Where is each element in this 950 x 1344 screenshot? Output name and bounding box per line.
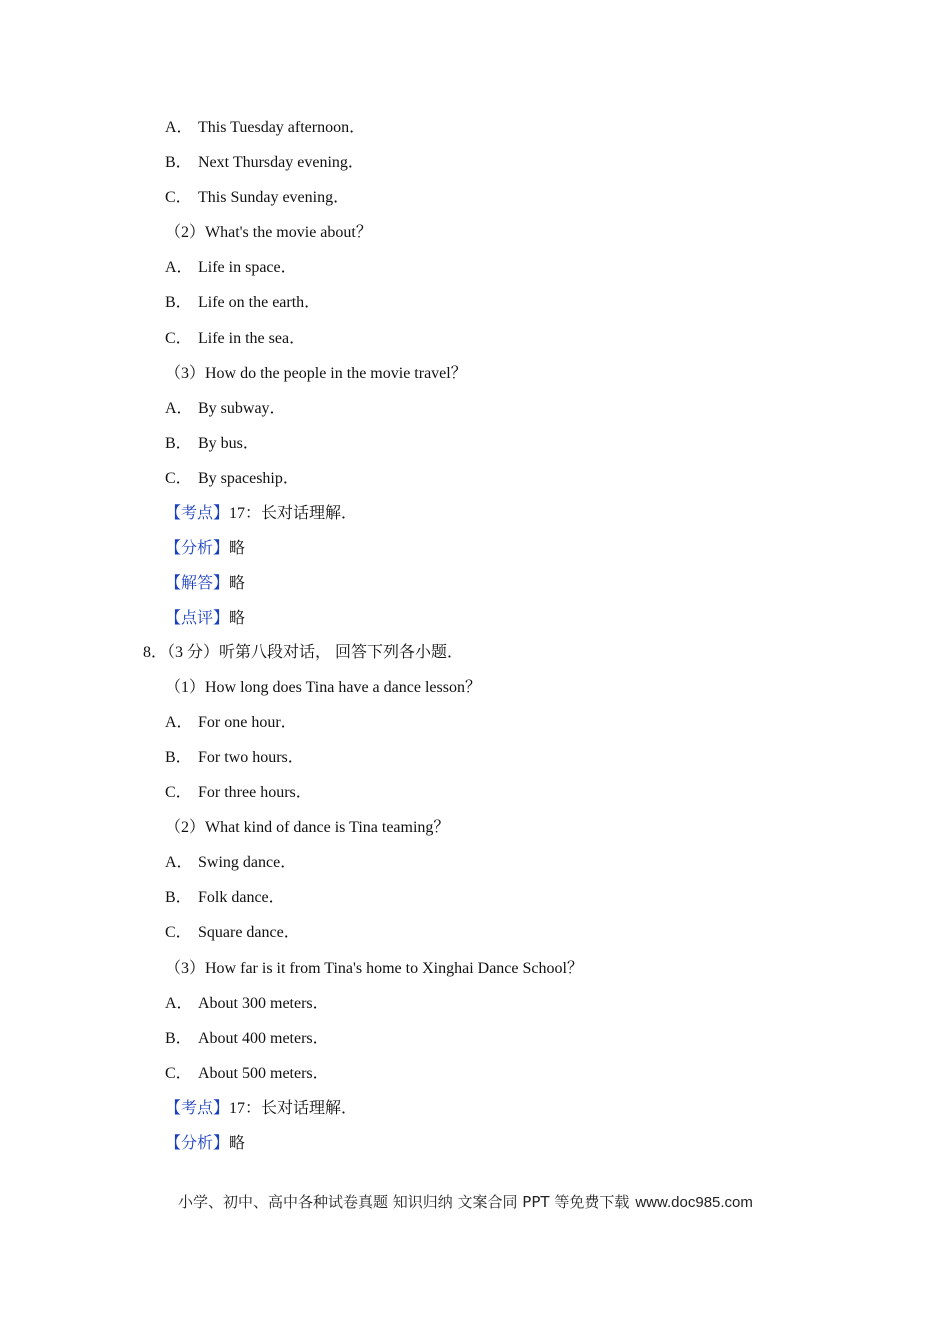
question-text: （3）How do the people in the movie travel？ xyxy=(165,365,467,382)
question-text: （2）What kind of dance is Tina teaming？ xyxy=(165,819,450,836)
analysis-jieda: 【解答】略 xyxy=(165,575,246,592)
option-a: A． Swing dance． xyxy=(165,854,297,871)
option-text: About 300 meters． xyxy=(198,995,329,1012)
option-text: Folk dance． xyxy=(198,889,285,906)
option-text: Life on the earth． xyxy=(198,294,321,311)
section-tag: 【分析】 xyxy=(165,1135,230,1152)
option-text: Life in the sea． xyxy=(198,330,306,347)
option-b: B． Folk dance． xyxy=(165,889,285,906)
analysis-fenxi: 【分析】略 xyxy=(165,540,246,557)
option-text: About 400 meters． xyxy=(198,1030,329,1047)
option-b: B． By bus． xyxy=(165,435,259,452)
option-c: C． This Sunday evening． xyxy=(165,189,350,206)
option-text: By spaceship． xyxy=(198,470,299,487)
footer-url[interactable]: www.doc985.com xyxy=(635,1194,753,1211)
page-footer xyxy=(178,1191,753,1212)
analysis-kaodian: 【考点】17：长对话理解． xyxy=(165,505,358,522)
option-text: For two hours． xyxy=(198,749,304,766)
option-text: Swing dance． xyxy=(198,854,297,871)
option-c: C． Life in the sea． xyxy=(165,330,306,347)
question-header: 8．（3 分）听第八段对话， 回答下列各小题． xyxy=(143,644,464,661)
option-a: A． By subway． xyxy=(165,400,286,417)
option-text: This Tuesday afternoon． xyxy=(198,119,366,136)
option-text: Next Thursday evening． xyxy=(198,154,364,171)
section-tag: 【考点】 xyxy=(165,505,230,522)
section-tag: 【分析】 xyxy=(165,540,230,557)
option-b: B． Next Thursday evening． xyxy=(165,154,364,171)
question-text: （1）How long does Tina have a dance lesson？ xyxy=(165,679,481,696)
option-c: C． By spaceship． xyxy=(165,470,299,487)
option-text: Life in space． xyxy=(198,259,297,276)
option-a: A． About 300 meters． xyxy=(165,995,329,1012)
option-text: For one hour． xyxy=(198,714,297,731)
analysis-dianping: 【点评】略 xyxy=(165,610,246,627)
footer-text: 小学、初中、高中各种试卷真题 知识归纳 文案合同 PPT 等免费下载 xyxy=(178,1193,630,1211)
analysis-fenxi: 【分析】略 xyxy=(165,1135,246,1152)
option-b: B． Life on the earth． xyxy=(165,294,321,311)
option-b: B． About 400 meters． xyxy=(165,1030,329,1047)
option-text: By bus． xyxy=(198,435,259,452)
option-text: Square dance． xyxy=(198,924,300,941)
question-text: （3）How far is it from Tina's home to Xinghai Dance School？ xyxy=(165,960,583,977)
section-tag: 【考点】 xyxy=(165,1100,230,1117)
option-text: For three hours． xyxy=(198,784,312,801)
question-text: （2）What's the movie about？ xyxy=(165,224,372,241)
option-c: C． Square dance． xyxy=(165,924,300,941)
option-a: A． For one hour． xyxy=(165,714,297,731)
analysis-kaodian: 【考点】17：长对话理解． xyxy=(165,1100,358,1117)
section-tag: 【解答】 xyxy=(165,575,230,592)
option-text: By subway． xyxy=(198,400,286,417)
option-text: This Sunday evening． xyxy=(198,189,350,206)
section-tag: 【点评】 xyxy=(165,610,230,627)
option-c: C． About 500 meters． xyxy=(165,1065,329,1082)
option-b: B． For two hours． xyxy=(165,749,304,766)
option-text: About 500 meters． xyxy=(198,1065,329,1082)
option-a: A． Life in space． xyxy=(165,259,297,276)
option-c: C． For three hours． xyxy=(165,784,312,801)
option-a: A． This Tuesday afternoon． xyxy=(165,119,366,136)
